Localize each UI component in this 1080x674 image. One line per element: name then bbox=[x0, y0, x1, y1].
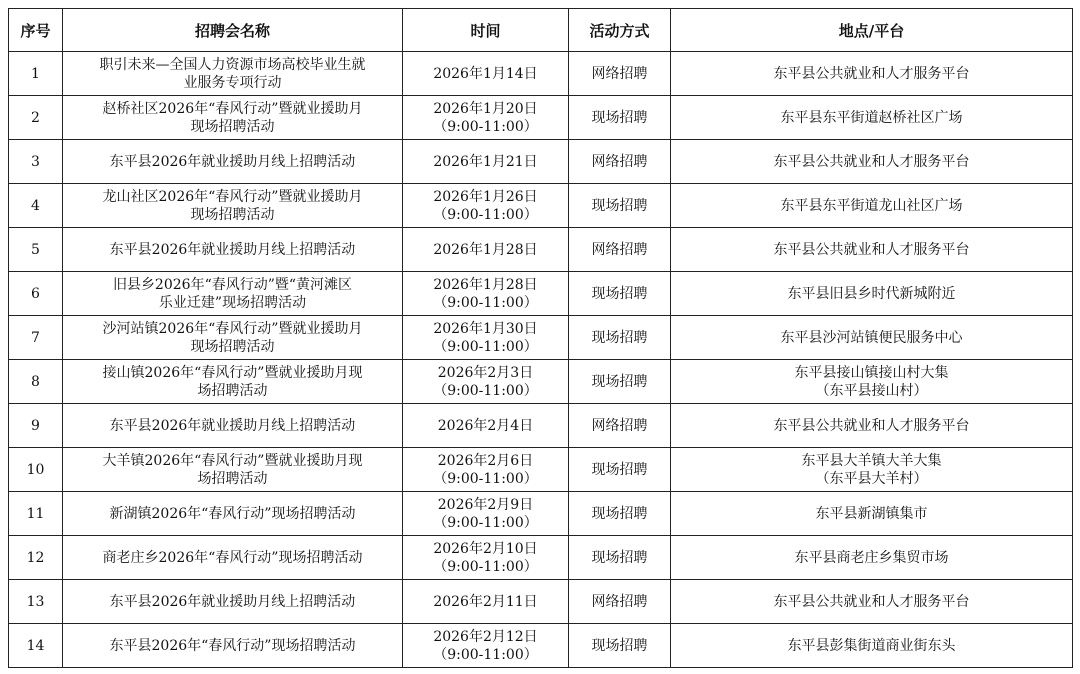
fair-name bbox=[63, 272, 403, 316]
fair-name-line: 东平县2026年就业援助月线上招聘活动 bbox=[109, 241, 356, 258]
fair-time bbox=[403, 316, 569, 360]
row-index: 8 bbox=[9, 360, 63, 404]
fair-mode: 现场招聘 bbox=[569, 536, 671, 580]
fair-time-line: 2026年1月28日 bbox=[433, 276, 538, 293]
table-row bbox=[9, 536, 1073, 580]
fair-name bbox=[63, 184, 403, 228]
fair-time bbox=[403, 580, 569, 624]
fair-time-line: （9:00-11:00） bbox=[433, 338, 538, 355]
table-row bbox=[9, 404, 1073, 448]
fair-place bbox=[671, 360, 1073, 404]
fair-time-line: 2026年2月4日 bbox=[437, 417, 534, 434]
fair-name-line: 沙河站镇2026年“春风行动”暨就业援助月 bbox=[102, 320, 363, 337]
table-row bbox=[9, 316, 1073, 360]
fair-time-line: 2026年1月20日 bbox=[433, 100, 538, 117]
table-body bbox=[9, 52, 1073, 668]
fair-mode: 现场招聘 bbox=[569, 184, 671, 228]
fair-name-line: 业服务专项行动 bbox=[183, 74, 282, 91]
fair-name bbox=[63, 52, 403, 96]
fair-place-line: 东平县东平街道赵桥社区广场 bbox=[780, 109, 963, 126]
fair-place bbox=[671, 272, 1073, 316]
fair-place bbox=[671, 492, 1073, 536]
fair-name bbox=[63, 360, 403, 404]
fair-place-line: 东平县彭集街道商业街东头 bbox=[787, 637, 956, 654]
table-row bbox=[9, 624, 1073, 668]
fair-time bbox=[403, 360, 569, 404]
row-index: 9 bbox=[9, 404, 63, 448]
row-index: 13 bbox=[9, 580, 63, 624]
fair-place bbox=[671, 96, 1073, 140]
fair-name bbox=[63, 140, 403, 184]
fair-time-line: （9:00-11:00） bbox=[433, 382, 538, 399]
fair-mode: 现场招聘 bbox=[569, 316, 671, 360]
fair-place-line: 东平县东平街道龙山社区广场 bbox=[780, 197, 963, 214]
fair-place-line: 东平县公共就业和人才服务平台 bbox=[773, 65, 970, 82]
fair-name-line: 现场招聘活动 bbox=[190, 206, 275, 223]
fair-time-line: 2026年1月26日 bbox=[433, 188, 538, 205]
fair-mode: 现场招聘 bbox=[569, 448, 671, 492]
header-mode: 活动方式 bbox=[569, 9, 671, 52]
fair-name-line: 旧县乡2026年“春风行动”暨“黄河滩区 bbox=[112, 276, 353, 293]
row-index: 1 bbox=[9, 52, 63, 96]
row-index: 4 bbox=[9, 184, 63, 228]
table-row bbox=[9, 140, 1073, 184]
fair-mode: 网络招聘 bbox=[569, 140, 671, 184]
fair-name bbox=[63, 448, 403, 492]
fair-time bbox=[403, 404, 569, 448]
fair-time-line: 2026年2月12日 bbox=[433, 628, 538, 645]
fair-name-line: 现场招聘活动 bbox=[190, 338, 275, 355]
fair-time-line: （9:00-11:00） bbox=[433, 646, 538, 663]
fair-name bbox=[63, 580, 403, 624]
fair-time-line: 2026年1月30日 bbox=[433, 320, 538, 337]
fair-place-line: 东平县公共就业和人才服务平台 bbox=[773, 593, 970, 610]
fair-place-line: 东平县大羊镇大羊大集 bbox=[801, 452, 942, 469]
fair-time-line: 2026年2月10日 bbox=[433, 540, 538, 557]
row-index: 3 bbox=[9, 140, 63, 184]
fair-place-line: （东平县接山村） bbox=[815, 382, 928, 399]
table-row bbox=[9, 360, 1073, 404]
fair-name bbox=[63, 404, 403, 448]
table-row bbox=[9, 580, 1073, 624]
fair-place-line: （东平县大羊村） bbox=[815, 470, 928, 487]
fair-mode: 现场招聘 bbox=[569, 492, 671, 536]
fair-name bbox=[63, 492, 403, 536]
table-row bbox=[9, 52, 1073, 96]
fair-time-line: （9:00-11:00） bbox=[433, 294, 538, 311]
fair-mode: 现场招聘 bbox=[569, 96, 671, 140]
fair-time-line: 2026年1月21日 bbox=[433, 153, 538, 170]
fair-mode: 现场招聘 bbox=[569, 272, 671, 316]
fair-place-line: 东平县接山镇接山村大集 bbox=[794, 364, 949, 381]
fair-mode: 网络招聘 bbox=[569, 580, 671, 624]
fair-time-line: （9:00-11:00） bbox=[433, 514, 538, 531]
fair-time-line: 2026年2月3日 bbox=[437, 364, 534, 381]
fair-mode: 现场招聘 bbox=[569, 360, 671, 404]
fair-name-line: 现场招聘活动 bbox=[190, 118, 275, 135]
fair-place bbox=[671, 448, 1073, 492]
fair-place-line: 东平县沙河站镇便民服务中心 bbox=[780, 329, 963, 346]
header-name: 招聘会名称 bbox=[63, 9, 403, 52]
fair-name bbox=[63, 228, 403, 272]
fair-time-line: （9:00-11:00） bbox=[433, 206, 538, 223]
fair-time bbox=[403, 184, 569, 228]
fair-place bbox=[671, 580, 1073, 624]
fair-place bbox=[671, 404, 1073, 448]
row-index: 7 bbox=[9, 316, 63, 360]
fair-mode: 现场招聘 bbox=[569, 624, 671, 668]
fair-time bbox=[403, 96, 569, 140]
fair-time-line: 2026年2月6日 bbox=[437, 452, 534, 469]
table-row bbox=[9, 448, 1073, 492]
fair-time-line: （9:00-11:00） bbox=[433, 470, 538, 487]
row-index: 5 bbox=[9, 228, 63, 272]
row-index: 2 bbox=[9, 96, 63, 140]
fair-time bbox=[403, 624, 569, 668]
fair-name bbox=[63, 536, 403, 580]
table-row bbox=[9, 492, 1073, 536]
row-index: 6 bbox=[9, 272, 63, 316]
fair-name-line: 大羊镇2026年“春风行动”暨就业援助月现 bbox=[102, 452, 363, 469]
row-index: 14 bbox=[9, 624, 63, 668]
fair-time-line: 2026年2月11日 bbox=[433, 593, 538, 610]
job-fair-schedule-table bbox=[8, 8, 1073, 668]
fair-place-line: 东平县公共就业和人才服务平台 bbox=[773, 241, 970, 258]
fair-time-line: 2026年1月28日 bbox=[433, 241, 538, 258]
row-index: 12 bbox=[9, 536, 63, 580]
fair-name bbox=[63, 96, 403, 140]
table-row bbox=[9, 228, 1073, 272]
fair-time bbox=[403, 448, 569, 492]
fair-place bbox=[671, 316, 1073, 360]
fair-place-line: 东平县新湖镇集市 bbox=[815, 505, 928, 522]
fair-name-line: 场招聘活动 bbox=[197, 470, 268, 487]
fair-name-line: 新湖镇2026年“春风行动”现场招聘活动 bbox=[109, 505, 356, 522]
fair-time-line: （9:00-11:00） bbox=[433, 558, 538, 575]
fair-name-line: 职引未来—全国人力资源市场高校毕业生就 bbox=[99, 56, 366, 73]
fair-name-line: 东平县2026年就业援助月线上招聘活动 bbox=[109, 153, 356, 170]
fair-time bbox=[403, 492, 569, 536]
fair-time bbox=[403, 52, 569, 96]
fair-place-line: 东平县旧县乡时代新城附近 bbox=[787, 285, 956, 302]
fair-name-line: 东平县2026年就业援助月线上招聘活动 bbox=[109, 417, 356, 434]
table-row bbox=[9, 272, 1073, 316]
fair-place bbox=[671, 228, 1073, 272]
fair-name-line: 龙山社区2026年“春风行动”暨就业援助月 bbox=[102, 188, 363, 205]
fair-time bbox=[403, 140, 569, 184]
fair-name-line: 商老庄乡2026年“春风行动”现场招聘活动 bbox=[102, 549, 363, 566]
table-header-row bbox=[9, 9, 1073, 52]
fair-name-line: 东平县2026年就业援助月线上招聘活动 bbox=[109, 593, 356, 610]
fair-name-line: 赵桥社区2026年“春风行动”暨就业援助月 bbox=[102, 100, 363, 117]
fair-time-line: 2026年2月9日 bbox=[437, 496, 534, 513]
fair-mode: 网络招聘 bbox=[569, 404, 671, 448]
fair-place-line: 东平县商老庄乡集贸市场 bbox=[794, 549, 949, 566]
header-time: 时间 bbox=[403, 9, 569, 52]
table-row bbox=[9, 184, 1073, 228]
fair-place-line: 东平县公共就业和人才服务平台 bbox=[773, 417, 970, 434]
header-place: 地点/平台 bbox=[671, 9, 1073, 52]
fair-time-line: 2026年1月14日 bbox=[433, 65, 538, 82]
fair-name-line: 东平县2026年“春风行动”现场招聘活动 bbox=[109, 637, 356, 654]
fair-time-line: （9:00-11:00） bbox=[433, 118, 538, 135]
fair-time bbox=[403, 272, 569, 316]
fair-name bbox=[63, 316, 403, 360]
fair-time bbox=[403, 536, 569, 580]
header-index: 序号 bbox=[9, 9, 63, 52]
fair-name-line: 乐业迁建”现场招聘活动 bbox=[158, 294, 307, 311]
fair-name bbox=[63, 624, 403, 668]
table-row bbox=[9, 96, 1073, 140]
fair-name-line: 场招聘活动 bbox=[197, 382, 268, 399]
fair-mode: 网络招聘 bbox=[569, 228, 671, 272]
fair-time bbox=[403, 228, 569, 272]
row-index: 10 bbox=[9, 448, 63, 492]
fair-place-line: 东平县公共就业和人才服务平台 bbox=[773, 153, 970, 170]
fair-place bbox=[671, 536, 1073, 580]
fair-place bbox=[671, 184, 1073, 228]
fair-mode: 网络招聘 bbox=[569, 52, 671, 96]
fair-place bbox=[671, 140, 1073, 184]
fair-name-line: 接山镇2026年“春风行动”暨就业援助月现 bbox=[102, 364, 363, 381]
fair-place bbox=[671, 624, 1073, 668]
fair-place bbox=[671, 52, 1073, 96]
row-index: 11 bbox=[9, 492, 63, 536]
